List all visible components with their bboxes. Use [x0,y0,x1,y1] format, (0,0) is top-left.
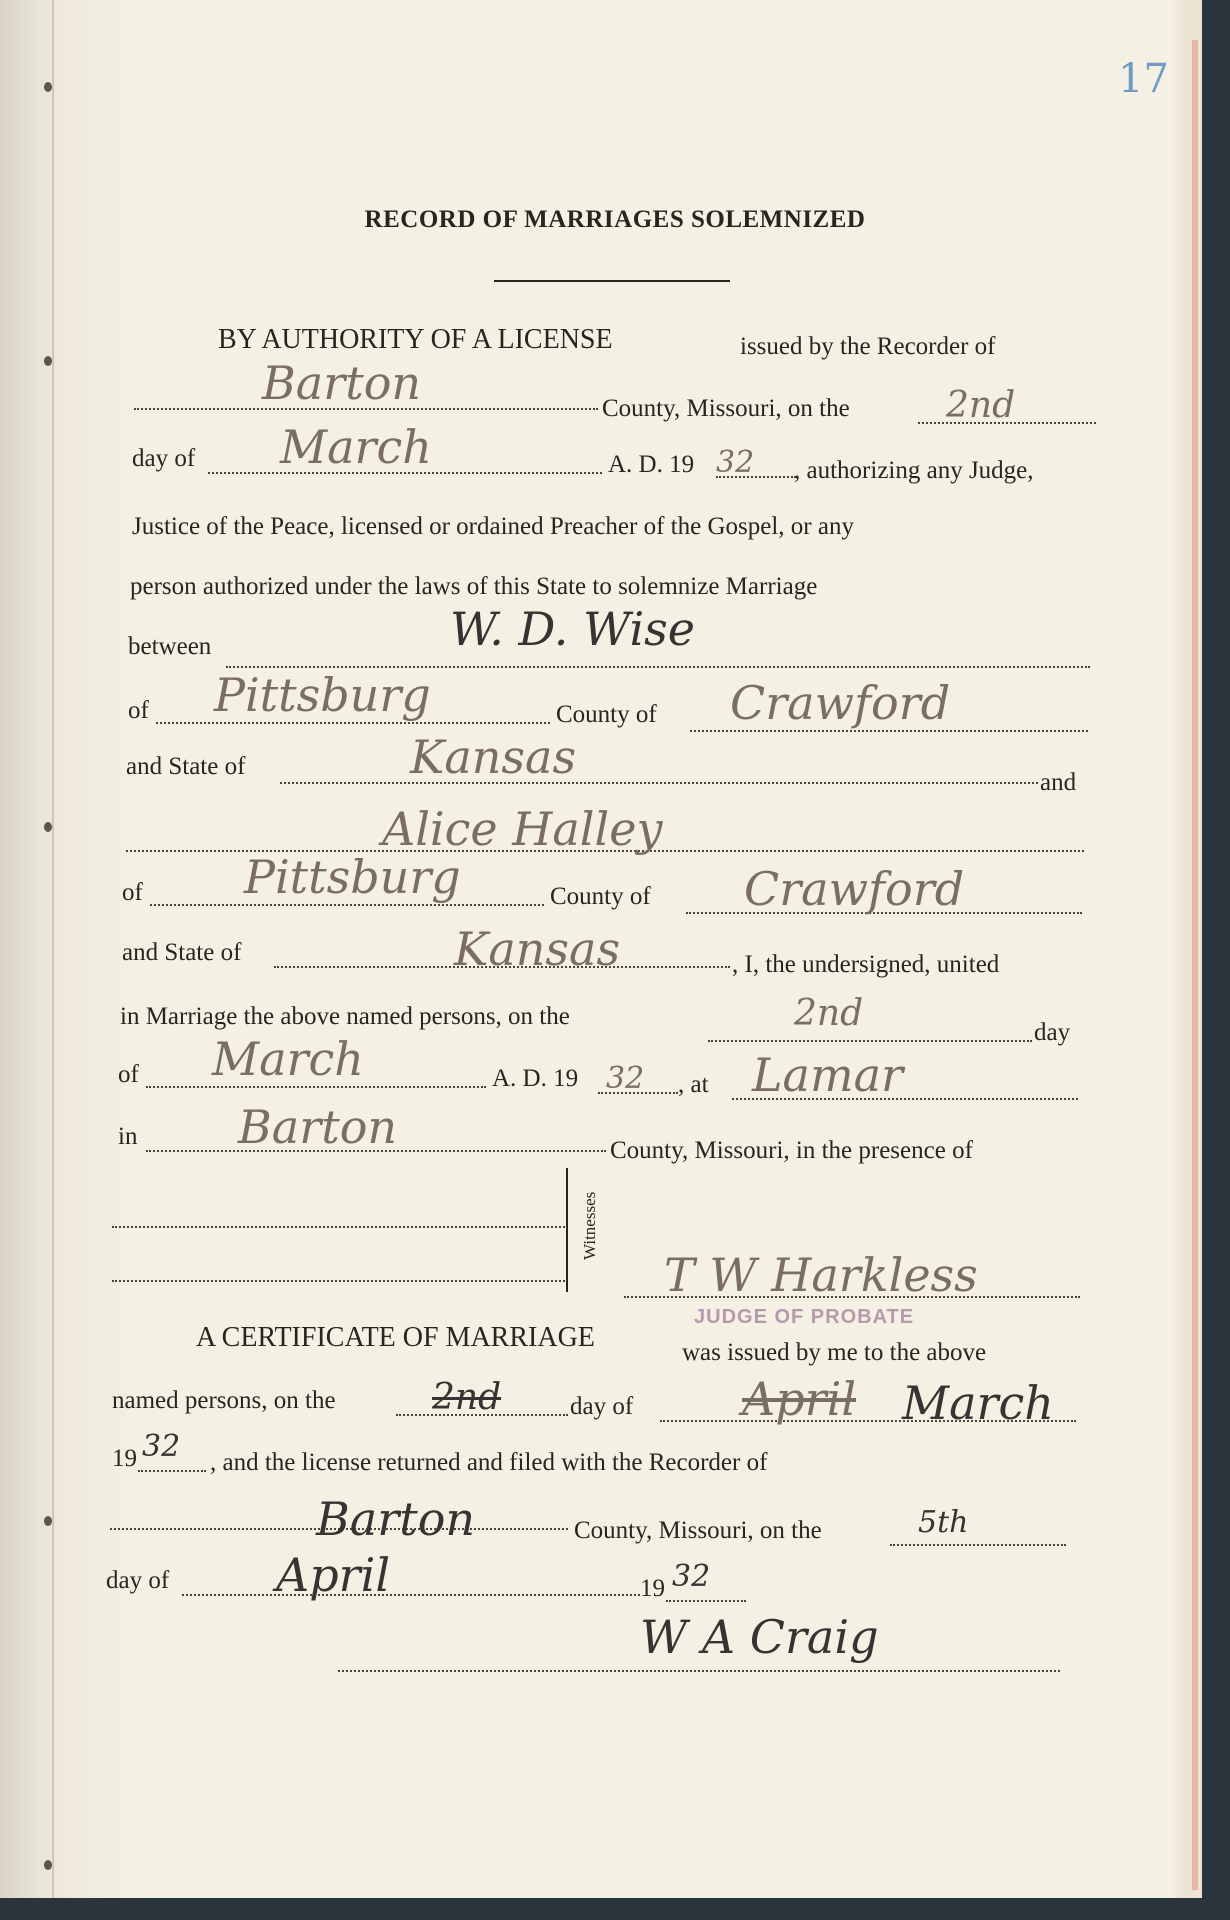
ceremony-day-fill-line [708,1040,1032,1042]
county-of-label: County of [556,701,657,728]
of-label: of [118,1061,139,1088]
day-label: day [1034,1019,1071,1046]
bride-city-fill-line [150,904,544,906]
groom-city-fill-line [156,722,550,724]
binding-hole [44,1860,52,1870]
groom-name: W. D. Wise [450,602,695,656]
cert-month-value: March [902,1376,1054,1430]
cert-filed-month-fill-line [182,1594,640,1596]
ceremony-day-value: 2nd [794,993,864,1034]
bride-state: Kansas [454,922,621,976]
groom-county: Crawford [730,676,951,730]
authorizing-text: , authorizing any Judge, [794,457,1034,484]
in-label: in [118,1123,138,1150]
witnesses-label: Witnesses [580,1191,599,1260]
cert-filed-year-value: 32 [672,1559,711,1594]
judge-signature: T W Harkless [664,1248,978,1302]
gutter-line [52,0,54,1898]
witness-line-1 [112,1226,568,1228]
bride-city: Pittsburg [244,850,461,904]
license-day-value: 2nd [946,385,1016,426]
license-county-value: Barton [262,356,422,410]
page-title: RECORD OF MARRIAGES SOLEMNIZED [364,206,866,233]
groom-state-fill-line [280,782,1038,784]
ceremony-month-fill-line [146,1086,486,1088]
presence-label: County, Missouri, in the presence of [610,1137,973,1164]
day-of-label: day of [106,1567,170,1594]
county-of-label: County of [550,883,651,910]
married-on-label: in Marriage the above named persons, on the [120,1003,570,1030]
binding-hole [44,356,52,366]
groom-county-fill-line [690,730,1088,732]
cert-day-value: 2nd [432,1377,502,1418]
cert-county-value: Barton [316,1492,476,1546]
license-lead: BY AUTHORITY OF A LICENSE [218,324,613,355]
certificate-lead-rest: was issued by me to the above [682,1339,987,1366]
named-label: named persons, on the [112,1387,336,1414]
groom-city: Pittsburg [214,668,431,722]
ceremony-county-value: Barton [238,1100,398,1154]
state-of-label: and State of [126,753,246,780]
cert-year-fill-line [138,1470,206,1472]
cert-filed-year-fill-line [666,1600,746,1602]
cert-year-prefix: 19 [112,1445,137,1472]
ceremony-place-value: Lamar [752,1048,904,1102]
ad-label: A. D. 19 [608,451,695,478]
cert-month-struck: April [742,1372,857,1426]
groom-state: Kansas [410,730,577,784]
cert-filed-day-value: 5th [918,1505,969,1540]
page-edge [1192,40,1198,1890]
returned-text: , and the license returned and filed with the Recorder of [210,1449,768,1476]
recorder-signature-line [338,1670,1060,1672]
county-label: County, Missouri, on the [602,395,850,422]
title-rule [494,280,730,282]
license-month-value: March [280,420,432,474]
and-label: and [1040,769,1077,796]
cert-year-value: 32 [142,1429,181,1464]
bride-name: Alice Halley [382,802,663,856]
license-line1-rest: issued by the Recorder of [740,333,996,360]
license-line4: Justice of the Peace, licensed or ordained Preacher of the Gospel, or any [132,513,854,540]
binding-hole [44,82,52,92]
certificate-lead: A CERTIFICATE OF MARRIAGE [196,1322,595,1353]
cert-filed-year-prefix: 19 [640,1575,665,1602]
ceremony-year-value: 32 [606,1061,645,1096]
state-of-label: and State of [122,939,242,966]
cert-filed-day-fill-line [890,1544,1066,1546]
binding-hole [44,1516,52,1526]
license-line5: person authorized under the laws of this State to solemnize Marriage [130,573,818,600]
cert-filed-month-value: April [276,1548,391,1602]
probate-stamp: JUDGE OF PROBATE [694,1306,915,1328]
license-year-value: 32 [716,445,755,480]
binding-hole [44,822,52,832]
ceremony-month-value: March [212,1032,364,1086]
day-of-label: day of [132,445,196,472]
bride-county: Crawford [744,862,965,916]
undersigned-text: , I, the undersigned, united [732,951,1000,978]
cert-county-label: County, Missouri, on the [574,1517,822,1544]
witness-line-2 [112,1280,568,1282]
recorder-signature: W A Craig [640,1610,879,1664]
of-label: of [128,697,149,724]
between-label: between [128,633,212,660]
day-of-label: day of [570,1393,634,1420]
page-number: 17 [1118,56,1169,102]
of-label: of [122,879,143,906]
at-label: , at [678,1071,709,1098]
ad-label: A. D. 19 [492,1065,579,1092]
